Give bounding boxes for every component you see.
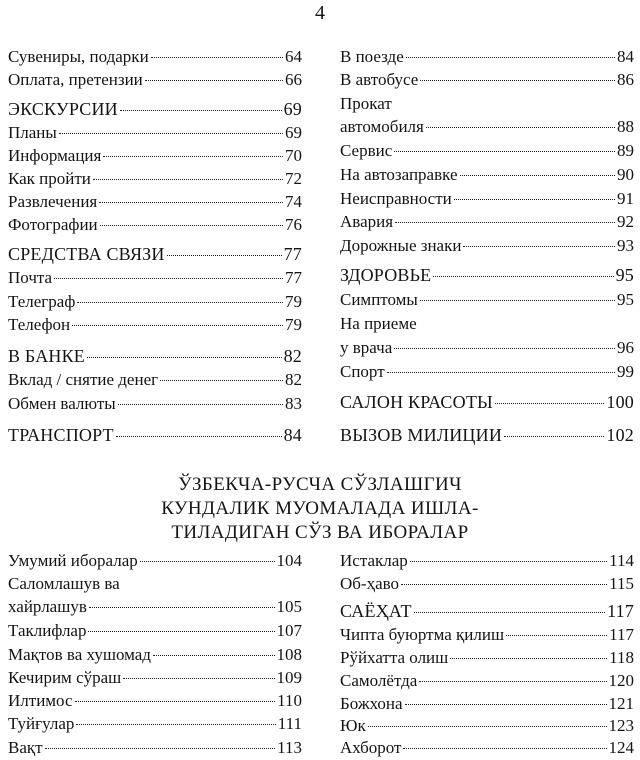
toc-entry-label: Авария (340, 212, 394, 231)
toc-entry-page-number: 107 (276, 621, 302, 640)
toc-entry-label: Ахборот (340, 738, 402, 757)
toc-entry-page-number: 92 (617, 212, 634, 231)
toc-entry-page-number: 77 (285, 268, 302, 287)
dot-leader (450, 658, 607, 659)
toc-entry-label: Почта (8, 268, 53, 287)
toc-entry[interactable] (340, 189, 634, 209)
toc-entry-label: В поезде (340, 47, 404, 66)
toc-entry-label: Телефон (8, 315, 71, 334)
toc-entry-label: Мақтов ва хушомад (8, 645, 151, 664)
toc-entry-label: Как пройти (8, 169, 91, 188)
toc-entry-page-number: 86 (617, 70, 634, 89)
toc-entry-page-number: 115 (609, 574, 634, 593)
toc-section-entry[interactable] (340, 601, 634, 621)
dot-leader (395, 222, 615, 223)
phrasebook-heading-line-3: ТИЛАДИГАН СЎЗ ВА ИБОРАЛАР (171, 522, 469, 543)
toc-entry-page-number: 84 (617, 47, 634, 66)
toc-entry-label: Божхона (340, 694, 403, 713)
toc-entry[interactable] (340, 694, 634, 714)
toc-entry-label: ВЫЗОВ МИЛИЦИИ (340, 425, 503, 445)
toc-entry[interactable] (340, 671, 634, 691)
dot-leader (433, 276, 613, 277)
dot-leader (93, 179, 283, 180)
toc-entry[interactable] (340, 716, 634, 736)
dot-leader (87, 357, 282, 358)
dot-leader (123, 678, 274, 679)
dot-leader (99, 202, 283, 203)
dot-leader (504, 436, 604, 437)
dot-leader (140, 561, 275, 562)
toc-entry[interactable] (8, 691, 302, 711)
dot-leader (59, 133, 283, 134)
toc-entry[interactable] (340, 625, 634, 645)
toc-entry-page-number: 108 (276, 645, 302, 664)
toc-entry-page-number: 113 (277, 738, 302, 757)
toc-entry[interactable] (8, 714, 302, 734)
toc-entry-page-number: 95 (615, 265, 634, 285)
toc-entry-label: Обмен валюты (8, 394, 116, 413)
toc-entry[interactable] (8, 645, 302, 665)
toc-entry[interactable] (8, 738, 302, 758)
toc-entry[interactable] (8, 47, 302, 67)
toc-entry-page-number: 120 (608, 671, 634, 690)
toc-entry-page-number: 117 (607, 601, 634, 621)
toc-entry[interactable] (340, 551, 634, 571)
toc-entry[interactable] (8, 597, 302, 617)
phrasebook-heading-line-1: ЎЗБЕКЧА-РУСЧА СЎЗЛАШГИЧ (178, 474, 462, 495)
toc-entry[interactable] (340, 738, 634, 758)
toc-entry-page-number: 89 (617, 141, 634, 160)
toc-section-entry[interactable] (8, 346, 302, 366)
toc-entry-page-number: 66 (285, 70, 302, 89)
toc-entry[interactable] (8, 70, 302, 90)
toc-entry-label: ЗДОРОВЬЕ (340, 265, 432, 285)
toc-entry-page-number: 72 (285, 169, 302, 188)
toc-entry-page-number: 118 (609, 648, 634, 667)
toc-entry-label: Информация (8, 146, 102, 165)
toc-entry[interactable] (340, 212, 634, 232)
toc-entry-label: Симптомы (340, 290, 418, 309)
toc-entry-page-number: 88 (617, 117, 634, 136)
toc-entry-page-number: 69 (285, 123, 302, 142)
dot-leader (145, 80, 283, 81)
dot-leader (454, 199, 615, 200)
toc-entry-page-number: 83 (285, 394, 302, 413)
dot-leader (54, 278, 283, 279)
dot-leader (403, 748, 606, 749)
toc-entry[interactable] (340, 236, 634, 256)
dot-leader (75, 701, 276, 702)
toc-entry[interactable] (340, 362, 634, 382)
toc-entry[interactable] (340, 47, 634, 67)
toc-entry-page-number: 99 (617, 362, 634, 381)
toc-section-entry[interactable] (8, 99, 302, 119)
dot-leader (506, 635, 607, 636)
toc-entry-page-number: 84 (283, 425, 302, 445)
toc-entry-label: Телеграф (8, 292, 76, 311)
toc-entry[interactable] (340, 165, 634, 185)
toc-entry-page-number: 70 (285, 146, 302, 165)
toc-section-entry[interactable] (340, 425, 634, 445)
dot-leader (116, 436, 282, 437)
toc-entry-page-number: 79 (285, 292, 302, 311)
toc-entry-label: хайрлашув (8, 597, 87, 616)
toc-entry-label: автомобиля (340, 117, 424, 136)
toc-entry[interactable] (8, 146, 302, 166)
page-number: 4 (315, 2, 325, 24)
toc-entry-page-number: 109 (276, 668, 302, 687)
dot-leader (406, 57, 615, 58)
toc-entry-page-number: 76 (285, 215, 302, 234)
toc-entry-page-number: 95 (617, 290, 634, 309)
toc-entry-label: Чипта буюртма қилиш (340, 625, 505, 644)
toc-entry-page-number: 82 (285, 370, 302, 389)
toc-entry-page-number: 110 (277, 691, 302, 710)
toc-entry-page-number: 102 (606, 425, 634, 445)
toc-entry-label: Илтимос (8, 691, 73, 710)
toc-entry-label: у врача (340, 338, 393, 357)
toc-section-entry[interactable] (340, 265, 634, 285)
toc-entry[interactable] (340, 338, 634, 358)
toc-entry-label: Неисправности (340, 189, 452, 208)
toc-entry-label: В автобусе (340, 70, 419, 89)
dot-leader (387, 372, 615, 373)
toc-section-entry[interactable] (8, 244, 302, 264)
toc-entry-label: На приеме (340, 314, 417, 333)
toc-entry-page-number: 74 (285, 192, 302, 211)
toc-entry-page-number: 100 (606, 392, 634, 412)
toc-entry-label: САЁҲАТ (340, 601, 412, 621)
dot-leader (463, 246, 615, 247)
dot-leader (88, 631, 274, 632)
toc-entry-page-number: 123 (608, 716, 634, 735)
toc-entry-label: Планы (8, 123, 57, 142)
toc-entry-page-number: 91 (617, 189, 634, 208)
toc-entry-label: В БАНКЕ (8, 346, 86, 366)
toc-entry-label: САЛОН КРАСОТЫ (340, 392, 493, 412)
toc-section-entry[interactable] (8, 425, 302, 445)
dot-leader (394, 151, 615, 152)
dot-leader (77, 302, 283, 303)
toc-entry-page-number: 117 (609, 625, 634, 644)
dot-leader (368, 726, 607, 727)
toc-entry-page-number: 64 (285, 47, 302, 66)
toc-entry-label: Вақт (8, 738, 43, 757)
toc-entry-label: Об-ҳаво (340, 574, 400, 593)
toc-entry-page-number: 79 (285, 315, 302, 334)
dot-leader (405, 704, 607, 705)
toc-entry-label: Таклифлар (8, 621, 87, 640)
toc-entry-label: Саломлашув ва (8, 574, 120, 593)
toc-entry[interactable] (8, 370, 302, 390)
toc-entry-label: Истаклар (340, 551, 408, 570)
toc-entry-label: Юк (340, 716, 366, 735)
toc-entry[interactable] (8, 215, 302, 235)
toc-entry[interactable] (8, 268, 302, 288)
toc-entry[interactable] (340, 648, 634, 668)
toc-entry[interactable] (340, 70, 634, 90)
dot-leader (45, 748, 276, 749)
dot-leader (118, 404, 283, 405)
toc-entry[interactable] (8, 292, 302, 312)
toc-entry-label: Прокат (340, 94, 392, 113)
toc-entry[interactable] (340, 117, 634, 137)
toc-entry-page-number: 105 (276, 597, 302, 616)
toc-entry-label: Рўйхатта олиш (340, 648, 449, 667)
toc-entry-label: Умумий иборалар (8, 551, 138, 570)
toc-entry[interactable] (8, 123, 302, 143)
toc-entry-label: ЭКСКУРСИИ (8, 99, 118, 119)
dot-leader (495, 403, 604, 404)
dot-leader (167, 255, 282, 256)
dot-leader (120, 110, 282, 111)
dot-leader (153, 655, 275, 656)
toc-entry-label: ТРАНСПОРТ (8, 425, 114, 445)
toc-entry-page-number: 114 (609, 551, 634, 570)
dot-leader (103, 156, 283, 157)
toc-entry[interactable] (8, 192, 302, 212)
toc-entry-label: Дорожные знаки (340, 236, 462, 255)
dot-leader (426, 127, 615, 128)
dot-leader (420, 300, 615, 301)
toc-entry-label: Спорт (340, 362, 385, 381)
toc-entry-label: Сервис (340, 141, 393, 160)
dot-leader (72, 325, 283, 326)
toc-entry-page-number: 124 (608, 738, 634, 757)
dot-leader (160, 380, 283, 381)
toc-entry-page-number: 77 (283, 244, 302, 264)
toc-entry[interactable] (340, 290, 634, 310)
toc-entry-label: СРЕДСТВА СВЯЗИ (8, 244, 165, 264)
toc-entry-page-number: 96 (617, 338, 634, 357)
toc-entry-page-number: 121 (608, 694, 634, 713)
dot-leader (89, 607, 275, 608)
toc-entry-label: На автозаправке (340, 165, 458, 184)
dot-leader (420, 80, 615, 81)
dot-leader (414, 612, 605, 613)
dot-leader (151, 57, 283, 58)
toc-entry[interactable] (8, 315, 302, 335)
toc-entry-label: Туйғулар (8, 714, 75, 733)
toc-entry-page-number: 90 (617, 165, 634, 184)
toc-entry[interactable] (8, 394, 302, 414)
phrasebook-heading-line-2: КУНДАЛИК МУОМАЛАДА ИШЛА- (161, 498, 479, 519)
toc-entry-page-number: 82 (283, 346, 302, 366)
toc-entry-page-number: 104 (276, 551, 302, 570)
toc-entry-label: Фотографии (8, 215, 98, 234)
dot-leader (419, 681, 606, 682)
dot-leader (460, 175, 615, 176)
dot-leader (410, 561, 607, 562)
dot-leader (394, 348, 615, 349)
toc-entry-label: Кечирим сўраш (8, 668, 122, 687)
toc-entry[interactable] (8, 668, 302, 688)
toc-entry[interactable] (340, 574, 634, 594)
toc-entry-label: Развлечения (8, 192, 98, 211)
toc-entry[interactable] (340, 141, 634, 161)
toc-entry-label: Вклад / снятие денег (8, 370, 159, 389)
dot-leader (401, 584, 607, 585)
toc-entry-page-number: 93 (617, 236, 634, 255)
dot-leader (76, 724, 275, 725)
toc-section-entry[interactable] (340, 392, 634, 412)
toc-entry[interactable] (8, 169, 302, 189)
toc-entry-page-number: 111 (277, 714, 302, 733)
toc-entry-label: Оплата, претензии (8, 70, 143, 89)
toc-entry[interactable] (8, 621, 302, 641)
toc-entry-label: Сувениры, подарки (8, 47, 149, 66)
toc-entry[interactable] (8, 551, 302, 571)
toc-entry-page-number: 69 (283, 99, 302, 119)
dot-leader (100, 225, 283, 226)
toc-entry-label: Самолётда (340, 671, 418, 690)
